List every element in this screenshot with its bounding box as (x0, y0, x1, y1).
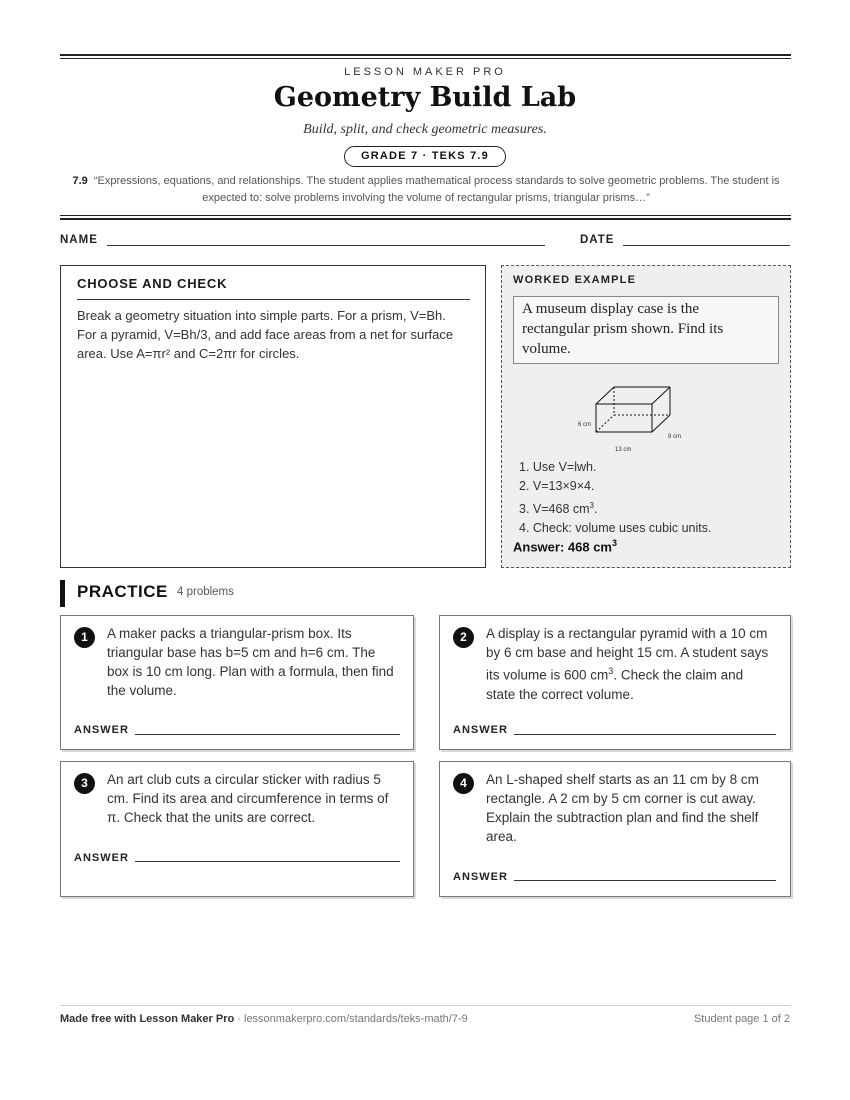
answer-field[interactable] (135, 861, 400, 862)
problem-text: A maker packs a triangular-prism box. Its triangular base has b=5 cm and h=6 cm. The box is 10 cm long. Plan with a formula, then find the volume. (107, 626, 394, 698)
standard-text: “Expressions, equations, and relationships. The student applies mathematical process standards to solve geometric problems. The student is expected to: solve problems involving the volume of rectangular prisms, triangular prisms…” (93, 175, 780, 204)
date-label: DATE (580, 234, 615, 246)
worked-example-answer (513, 538, 617, 554)
answer-field[interactable] (514, 880, 776, 881)
practice-title: PRACTICE (77, 582, 168, 601)
prism-edge (652, 387, 670, 404)
prism-edge (652, 415, 670, 432)
prism-front-face (596, 404, 652, 432)
practice-count: 4 problems (177, 586, 234, 598)
worked-example-label: WORKED EXAMPLE (513, 274, 637, 286)
problem-text (486, 624, 776, 704)
problem-superscript: 3 (608, 666, 614, 676)
footer-page-number: Student page 1 of 2 (693, 1013, 790, 1025)
grade-badge: GRADE 7 · TEKS 7.9 (344, 146, 506, 167)
answer-superscript: 3 (612, 538, 618, 548)
prism-length-label: 13 cm (615, 447, 632, 453)
practice-accent-bar (60, 580, 65, 607)
worked-example-problem: A museum display case is the rectangular prism shown. Find its volume. (513, 296, 779, 364)
problem-number-badge: 1 (74, 627, 95, 648)
footer-credit (60, 1013, 468, 1025)
date-field[interactable] (623, 245, 790, 246)
page-title: Geometry Build Lab (273, 82, 577, 113)
name-field[interactable] (107, 245, 545, 246)
answer-field[interactable] (135, 734, 400, 735)
problem-number-badge: 2 (453, 627, 474, 648)
answer-label: ANSWER (453, 871, 508, 883)
step-item: 2. V=13×9×4. (519, 479, 595, 493)
step-end: . (593, 502, 598, 517)
choose-and-check-panel (60, 265, 486, 568)
divider (77, 299, 470, 300)
step-item (519, 496, 711, 519)
problem-card-2 (439, 615, 791, 750)
answer-label: ANSWER (453, 724, 508, 736)
problem-card-4 (439, 761, 791, 897)
answer-field[interactable] (514, 734, 776, 735)
footer-url: · lessonmakerpro.com/standards/teks-math/7-9 (234, 1013, 468, 1025)
standard-code: 7.9 (72, 175, 88, 187)
prism-hidden-edge (596, 415, 614, 432)
prism-height-label: 6 cm (578, 422, 592, 428)
problem-card-3 (60, 761, 414, 897)
rectangular-prism-diagram (572, 378, 702, 458)
top-rule-thin (60, 58, 791, 59)
step-item: 4. Check: volume uses cubic units. (519, 521, 712, 536)
name-label: NAME (60, 234, 98, 246)
problem-text: An L-shaped shelf starts as an 11 cm by 8 cm rectangle. A 2 cm by 5 cm corner is cut away. Explain the subtraction plan and find the shelf area. (486, 772, 759, 844)
prism-depth-label: 9 cm (668, 434, 682, 440)
step-text: 3. V=468 cm (519, 502, 590, 517)
step-superscript: 3 (589, 501, 594, 510)
top-rule (60, 54, 791, 56)
problem-number-badge: 4 (453, 773, 474, 794)
choose-and-check-title: CHOOSE AND CHECK (77, 276, 228, 291)
answer-label: ANSWER (74, 852, 129, 864)
header-bottom-rule (60, 215, 791, 216)
problem-text: An art club cuts a circular sticker with radius 5 cm. Find its area and circumference in terms of π. Check that the units are correct. (107, 772, 389, 825)
page-subtitle: Build, split, and check geometric measures. (303, 122, 547, 137)
problem-number-badge: 3 (74, 773, 95, 794)
problem-card-1 (60, 615, 414, 750)
header-bottom-rule-thick (60, 218, 791, 220)
footer-rule (60, 1005, 791, 1006)
problem-text-part: A display is a rectangular pyramid with a 10 cm by 6 cm base and height 15 cm. A student says its volume is 600 cm (486, 626, 769, 683)
worked-example-panel (501, 265, 791, 568)
brand-name: LESSON MAKER PRO (344, 66, 506, 78)
answer-text: Answer: 468 cm (513, 539, 612, 555)
choose-and-check-text: Break a geometry situation into simple parts. For a prism, V=Bh. For a pyramid, V=Bh/3, and add face areas from a net for surface area. Use A=πr² and C=2πr for circles. (77, 308, 454, 361)
worked-example-steps (519, 458, 711, 538)
standard-statement (62, 173, 790, 207)
step-item: 1. Use V=lwh. (519, 460, 597, 474)
problem-text-part: . Check the claim and state the correct volume. (486, 667, 744, 702)
answer-label: ANSWER (74, 724, 129, 736)
prism-edge (596, 387, 614, 404)
footer-made-with: Made free with Lesson Maker Pro (60, 1013, 235, 1025)
